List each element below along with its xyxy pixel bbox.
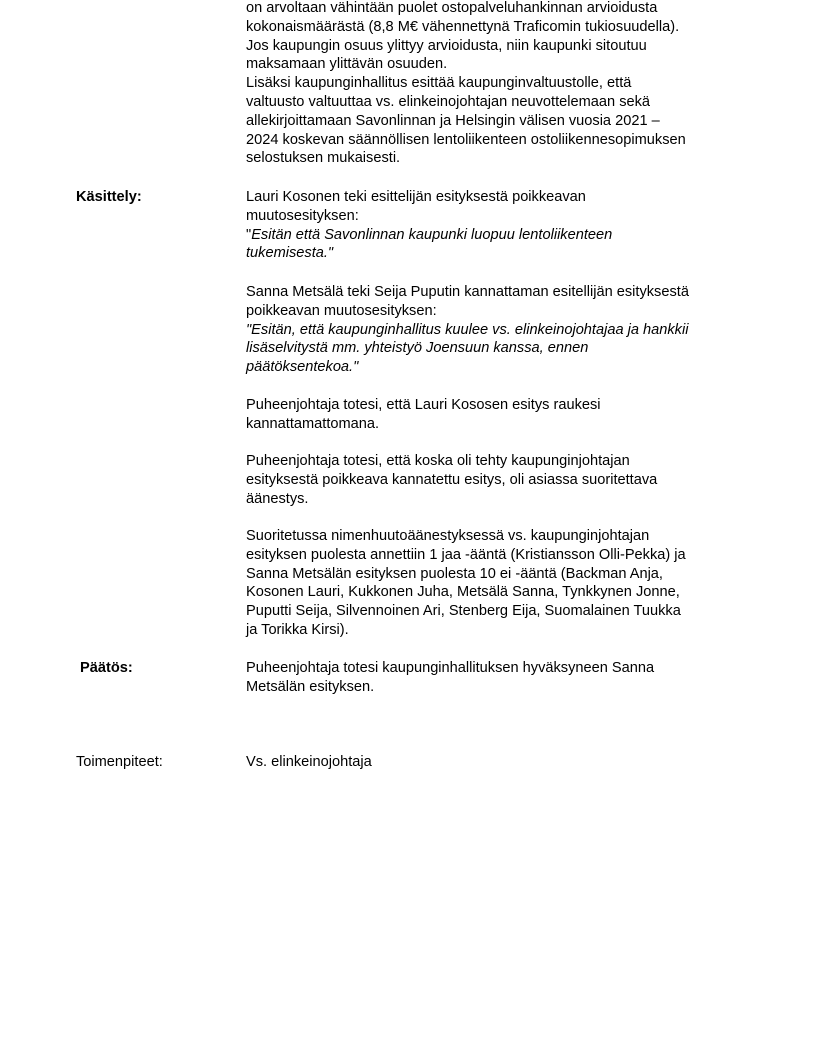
- text-line: ja Torikka Kirsi).: [246, 621, 349, 638]
- quote-line: tukemisesta.": [246, 245, 334, 262]
- raukesi-paragraph: [246, 396, 738, 434]
- text-line: Metsälän esityksen.: [246, 678, 375, 695]
- text-line: on arvoltaan vähintään puolet ostopalveluhankinnan arvioidusta: [246, 0, 658, 16]
- text-line: esityksestä poikkeava kannatettu esitys, oli asiassa suoritettava: [246, 471, 658, 488]
- text-line: allekirjoittamaan Savonlinnan ja Helsingin välisen vuosia 2021 –: [246, 112, 660, 129]
- text-line: Puheenjohtaja totesi, että Lauri Kososen esitys raukesi: [246, 397, 601, 413]
- text-line: kannattamattomana.: [246, 415, 380, 432]
- text-line: selostuksen mukaisesti.: [246, 150, 401, 167]
- quote-line: "Esitän, että kaupunginhallitus kuulee vs. elinkeinojohtajaa ja hankkii: [246, 321, 689, 338]
- text-line: Puheenjohtaja totesi, että koska oli tehty kaupunginjohtajan: [246, 453, 630, 469]
- kosonen-proposal: [246, 188, 738, 263]
- quote-line: päätöksentekoa.": [246, 359, 359, 376]
- quote-text: Esitän että Savonlinnan kaupunki luopuu lentoliikenteen: [251, 226, 613, 243]
- toimenpiteet-label: Toimenpiteet:: [76, 754, 163, 770]
- intro-paragraph: [246, 0, 738, 168]
- text-line: Jos kaupungin osuus ylittyy arvioidusta, niin kaupunki sitoutuu: [246, 37, 647, 54]
- text-line: kokonaismäärästä (8,8 M€ vähennettynä Traficomin tukiosuudella).: [246, 18, 680, 35]
- text-line: poikkeavan muutosesityksen:: [246, 302, 437, 319]
- kasittely-label: Käsittely:: [76, 189, 142, 205]
- text-line: valtuusto valtuuttaa vs. elinkeinojohtajan neuvottelemaan sekä: [246, 93, 651, 110]
- text-line: äänestys.: [246, 490, 309, 507]
- quote-mark: ": [246, 226, 252, 243]
- text-line: Puputti Seija, Silvennoinen Ari, Stenberg Eija, Suomalainen Tuukka: [246, 603, 681, 620]
- text-line: Lisäksi kaupunginhallitus esittää kaupunginvaltuustolle, että: [246, 75, 632, 92]
- text-line: Vs. elinkeinojohtaja: [246, 754, 372, 770]
- text-line: Puheenjohtaja totesi kaupunginhallituksen hyväksyneen Sanna: [246, 660, 655, 676]
- quote-line: lisäselvitystä mm. yhteistyö Joensuun kanssa, ennen: [246, 340, 589, 357]
- text-line: Sanna Metsälä teki Seija Puputin kannattaman esitellijän esityksestä: [246, 284, 689, 300]
- paatos-label: Päätös:: [80, 660, 133, 676]
- metsala-proposal: [246, 283, 738, 377]
- paatos-paragraph: [246, 659, 738, 697]
- quote-line: [246, 226, 738, 245]
- toimenpiteet-value: [246, 753, 738, 772]
- text-line: muutosesityksen:: [246, 207, 359, 224]
- text-line: Kosonen Lauri, Kukkonen Juha, Metsälä Sanna, Tynkkynen Jonne,: [246, 584, 680, 601]
- text-line: Sanna Metsälän esityksen puolesta 10 ei -ääntä (Backman Anja,: [246, 565, 663, 582]
- vote-result-paragraph: [246, 527, 738, 640]
- aanestys-paragraph: [246, 452, 738, 508]
- text-line: maksamaan ylittävän osuuden.: [246, 56, 448, 73]
- text-line: esityksen puolesta annettiin 1 jaa -ääntä (Kristiansson Olli-Pekka) ja: [246, 546, 686, 563]
- text-line: 2024 koskevan säännöllisen lentoliikenteen ostoliikennesopimuksen: [246, 131, 686, 148]
- text-line: Lauri Kosonen teki esittelijän esityksestä poikkeavan: [246, 189, 586, 205]
- text-line: Suoritetussa nimenhuutoäänestyksessä vs. kaupunginjohtajan: [246, 528, 650, 544]
